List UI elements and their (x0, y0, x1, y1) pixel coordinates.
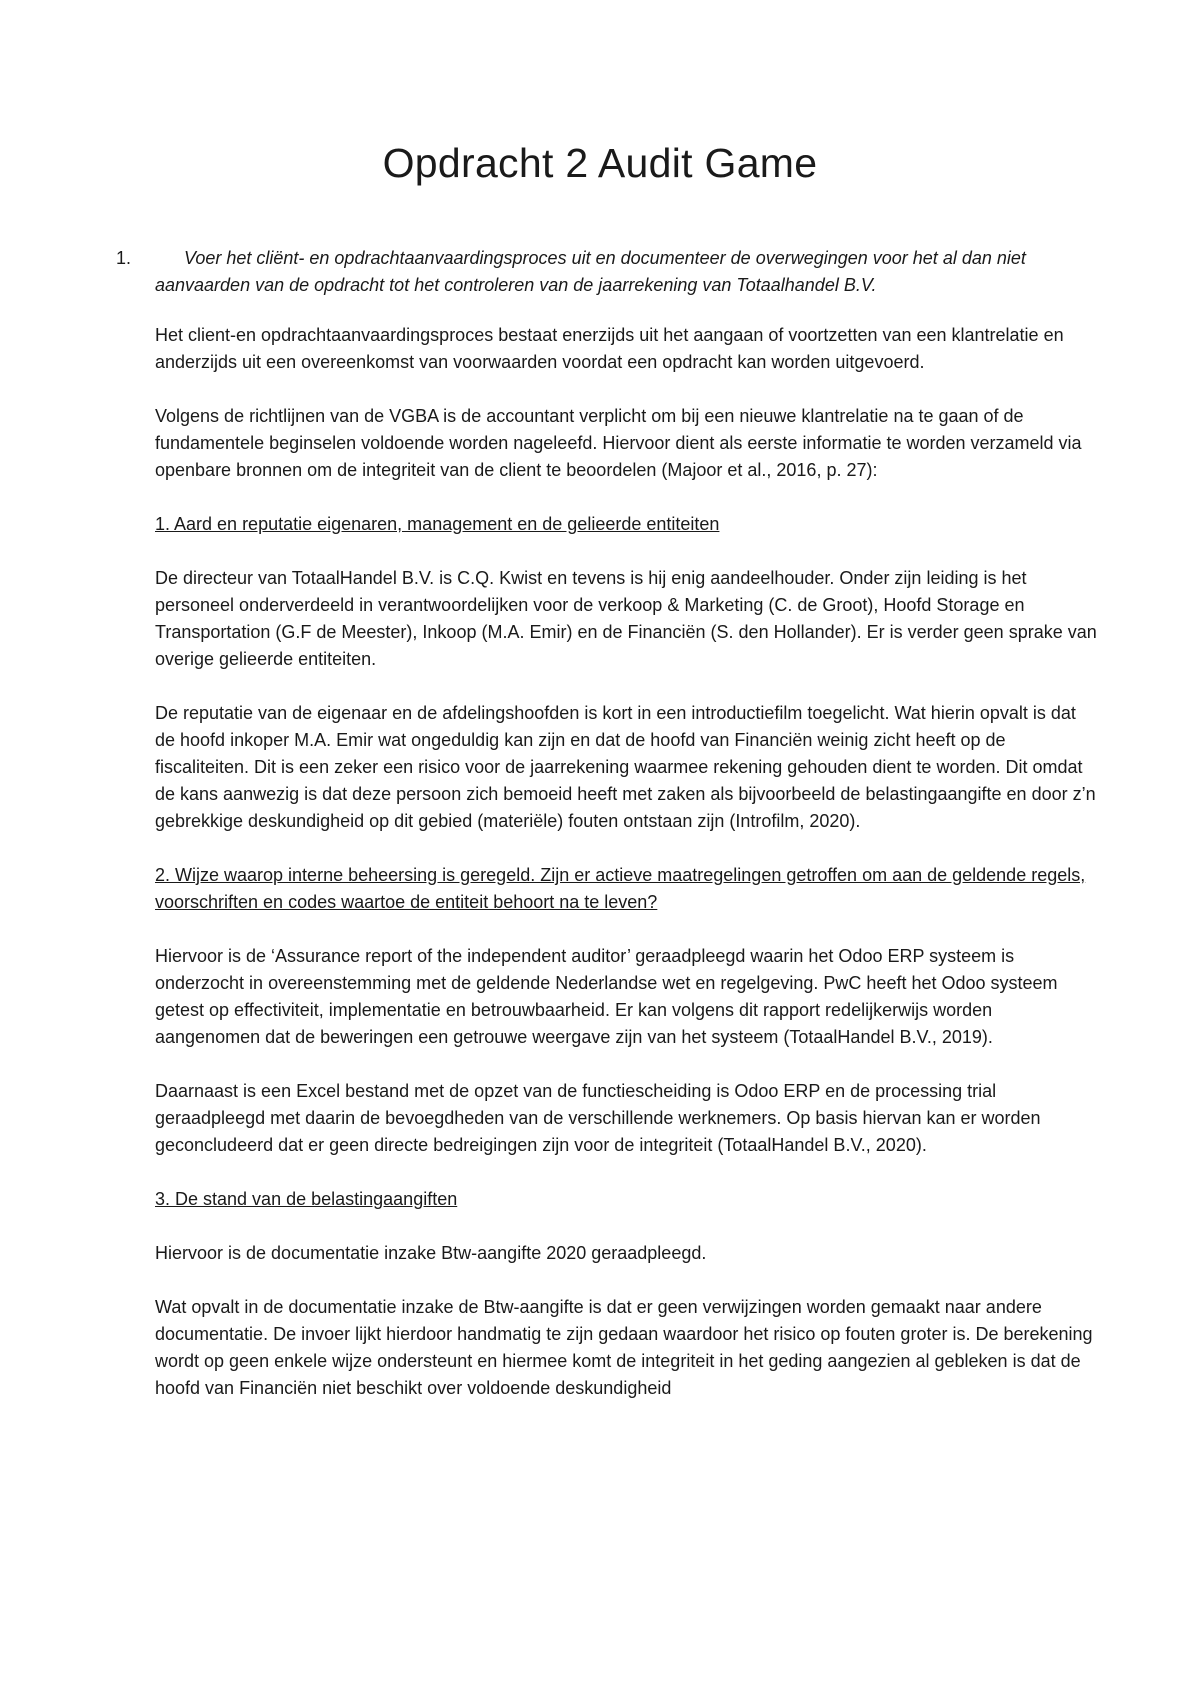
paragraph: Wat opvalt in de documentatie inzake de Btw-aangifte is dat er geen verwijzingen worden gemaakt naar andere documentatie. De invoer lijkt hierdoor handmatig te zijn gedaan waardoor het risico op fouten groter is. De berekening wordt op geen enkele wijze ondersteunt en hiermee komt de integriteit in het geding aangezien al gebleken is dat de hoofd van Financiën niet beschikt over voldoende deskundigheid (155, 1297, 1093, 1398)
paragraph: Daarnaast is een Excel bestand met de opzet van de functiescheiding is Odoo ERP en de processing trial geraadpleegd met daarin de bevoegdheden van de verschillende werknemers. Op basis hiervan kan er worden geconcludeerd dat er geen directe bedreigingen zijn voor de integriteit (TotaalHandel B.V., 2020). (155, 1081, 1041, 1155)
section-heading: 1. Aard en reputatie eigenaren, management en de gelieerde entiteiten (155, 514, 720, 534)
paragraph: Volgens de richtlijnen van de VGBA is de accountant verplicht om bij een nieuwe klantrelatie na te gaan of de fundamentele beginselen voldoende worden nageleefd. Hiervoor dient als eerste informatie te worden verzameld via openbare bronnen om de integriteit van de client te beoordelen (Majoor et al., 2016, p. 27): (155, 406, 1082, 480)
paragraph: De reputatie van de eigenaar en de afdelingshoofden is kort in een introductiefilm toegelicht. Wat hierin opvalt is dat de hoofd inkoper M.A. Emir wat ongeduldig kan zijn en dat de hoofd van Financiën weinig zicht heeft op de fiscaliteiten. Dit is een zeker een risico voor de jaarrekening waarmee rekening gehouden dient te worden. Dit omdat de kans aanwezig is dat deze persoon zich bemoeid heeft met zaken als bijvoorbeeld de belastingaangifte en door z’n gebrekkige deskundigheid op dit gebied (materiële) fouten ontstaan zijn (Introfilm, 2020). (155, 703, 1096, 831)
paragraph: Het client-en opdrachtaanvaardingsproces bestaat enerzijds uit het aangaan of voortzetten van een klantrelatie en anderzijds uit een overeenkomst van voorwaarden voordat een opdracht kan worden uitgevoerd. (155, 325, 1064, 372)
section-heading: 3. De stand van de belastingaangiften (155, 1189, 458, 1209)
document-body (155, 322, 1100, 1429)
paragraph: Hiervoor is de documentatie inzake Btw-aangifte 2020 geraadpleegd. (155, 1243, 707, 1263)
question-item (116, 245, 1096, 299)
question-text: Voer het cliënt- en opdrachtaanvaardingsproces uit en documenteer de overwegingen voor het al dan niet aanvaarden van de opdracht tot het controleren van de jaarrekening van Totaalhandel B.V. (155, 248, 1026, 295)
paragraph: De directeur van TotaalHandel B.V. is C.Q. Kwist en tevens is hij enig aandeelhouder. Onder zijn leiding is het personeel onderverdeeld in verantwoordelijken voor de verkoop & Marketing (C. de Groot), Hoofd Storage en Transportation (G.F de Meester), Inkoop (M.A. Emir) en de Financiën (S. den Hollander). Er is verder geen sprake van overige gelieerde entiteiten. (155, 568, 1097, 669)
paragraph: Hiervoor is de ‘Assurance report of the independent auditor’ geraadpleegd waarin het Odoo ERP systeem is onderzocht in overeenstemming met de geldende Nederlandse wet en regelgeving. PwC heeft het Odoo systeem getest op effectiviteit, implementatie en betrouwbaarheid. Er kan volgens dit rapport redelijkerwijs worden aangenomen dat de beweringen een getrouwe weergave zijn van het systeem (TotaalHandel B.V., 2019). (155, 946, 1058, 1047)
question-number: 1. (116, 248, 132, 268)
section-heading: 2. Wijze waarop interne beheersing is geregeld. Zijn er actieve maatregelingen getroffen om aan de geldende regels, voorschriften en codes waartoe de entiteit behoort na te leven? (155, 865, 1086, 912)
page-title: Opdracht 2 Audit Game (382, 140, 818, 186)
